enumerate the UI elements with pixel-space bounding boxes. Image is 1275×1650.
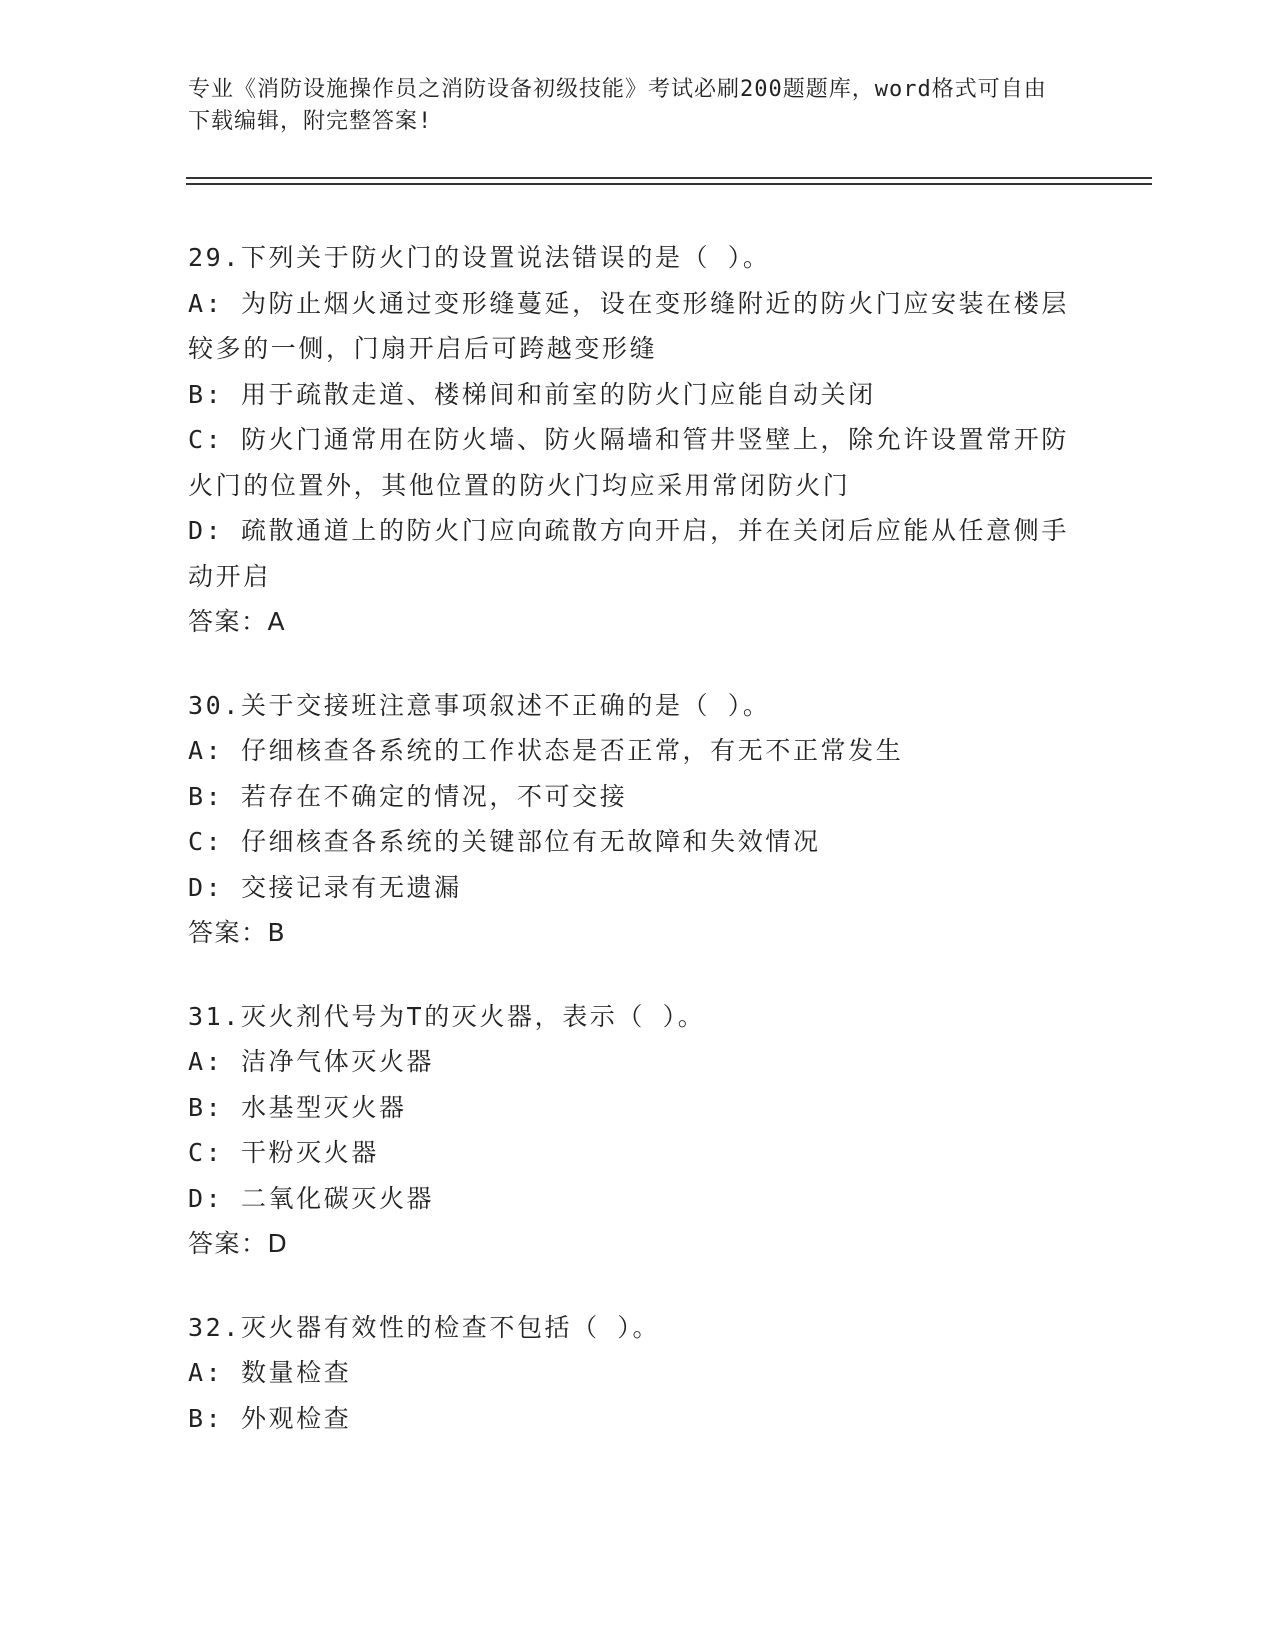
question-32: [188, 1305, 1088, 1442]
answer-line: 答案：D: [188, 1229, 289, 1258]
option-a: A: 为防止烟火通过变形缝蔓延，设在变形缝附近的防火门应安装在楼层较多的一侧，门扇开启后可跨越变形缝: [188, 288, 1069, 363]
question-29: [188, 235, 1088, 645]
option-a: A: 数量检查: [188, 1358, 352, 1387]
header-divider-bottom: [186, 183, 1152, 185]
question-30: [188, 683, 1088, 956]
option-b: B: 用于疏散走道、楼梯间和前室的防火门应能自动关闭: [188, 379, 876, 409]
question-list: [188, 235, 1088, 1479]
question-stem: 29.下列关于防火门的设置说法错误的是（ ）。: [188, 243, 771, 272]
answer-line: 答案：A: [188, 607, 287, 636]
option-b: B: 水基型灭火器: [188, 1092, 407, 1122]
option-d: D: 交接记录有无遗漏: [188, 872, 462, 902]
option-d: D: 二氧化碳灭火器: [188, 1183, 435, 1213]
option-d: D: 疏散通道上的防火门应向疏散方向开启，并在关闭后应能从任意侧手动开启: [188, 516, 1069, 591]
document-header: 专业《消防设施操作员之消防设备初级技能》考试必刷200题题库，word格式可自由下载编辑，附完整答案!: [188, 77, 1047, 134]
question-stem: 31.灭火剂代号为T的灭火器，表示（ ）。: [188, 1001, 706, 1031]
option-b: B: 若存在不确定的情况，不可交接: [188, 781, 628, 811]
option-b: B: 外观检查: [188, 1403, 352, 1433]
question-31: [188, 994, 1088, 1267]
option-c: C: 防火门通常用在防火墙、防火隔墙和管井竖壁上，除允许设置常开防火门的位置外，其他位置的防火门均应采用常闭防火门: [188, 425, 1069, 500]
option-c: C: 干粉灭火器: [188, 1138, 379, 1167]
header-divider-top: [186, 177, 1152, 179]
question-stem: 32.灭火器有效性的检查不包括（ ）。: [188, 1312, 661, 1342]
answer-line: 答案：B: [188, 918, 287, 947]
option-c: C: 仔细核查各系统的关键部位有无故障和失效情况: [188, 827, 821, 856]
option-a: A: 仔细核查各系统的工作状态是否正常，有无不正常发生: [188, 736, 904, 765]
option-a: A: 洁净气体灭火器: [188, 1047, 435, 1076]
question-stem: 30.关于交接班注意事项叙述不正确的是（ ）。: [188, 690, 771, 720]
